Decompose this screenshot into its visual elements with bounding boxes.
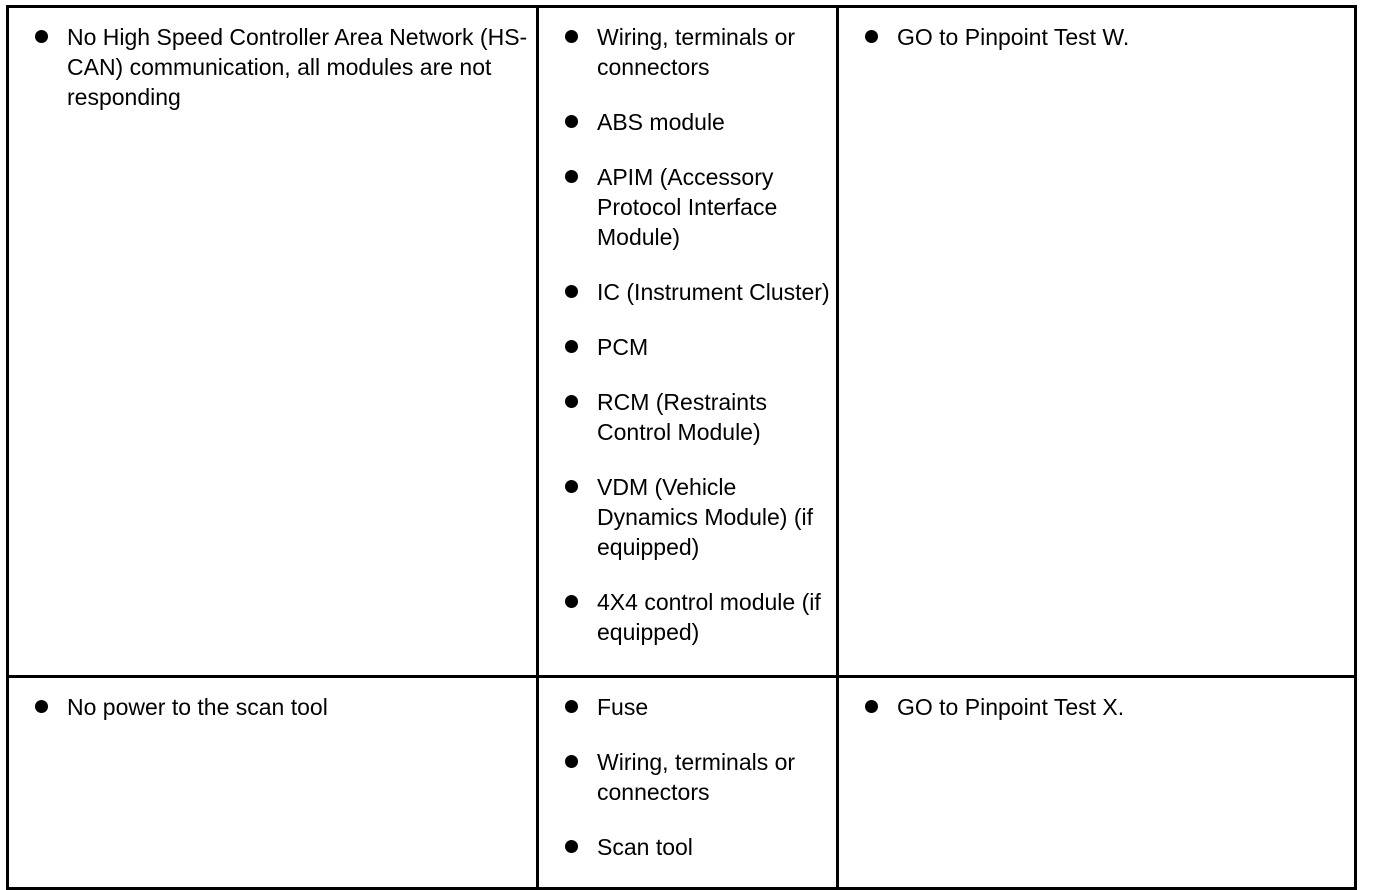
bullet-icon [565,285,578,298]
sources-list [539,8,836,647]
source-text: Scan tool [597,834,693,860]
table-row [8,7,1356,677]
bullet-icon [565,30,578,43]
action-cell [838,677,1356,889]
possible-sources-cell [538,677,838,889]
list-item [539,587,836,647]
source-text: 4X4 control module (if equipped) [597,589,821,645]
source-text: IC (Instrument Cluster) [597,279,830,305]
bullet-icon [35,700,48,713]
source-text: APIM (Accessory Protocol Interface Module) [597,164,778,250]
list-item [539,162,836,252]
bullet-icon [565,755,578,768]
list-item [539,107,836,137]
list-item [9,692,536,722]
list-item [539,472,836,562]
list-item [9,22,536,112]
action-list [839,678,1354,722]
bullet-icon [565,595,578,608]
source-text: VDM (Vehicle Dynamics Module) (if equipped) [597,474,813,560]
bullet-icon [565,395,578,408]
bullet-icon [565,115,578,128]
bullet-icon [865,30,878,43]
action-cell [838,7,1356,677]
table-row [8,677,1356,889]
source-text: PCM [597,334,649,360]
bullet-icon [865,700,878,713]
bullet-icon [565,840,578,853]
condition-text: No power to the scan tool [67,694,328,720]
list-item [539,692,836,722]
bullet-icon [565,170,578,183]
source-text: ABS module [597,109,725,135]
bullet-icon [565,340,578,353]
action-list [839,8,1354,52]
list-item [539,747,836,807]
bullet-icon [565,480,578,493]
possible-sources-cell [538,7,838,677]
source-text: Wiring, terminals or connectors [597,24,796,80]
list-item [539,832,836,862]
bullet-icon [565,700,578,713]
source-text: Fuse [597,694,649,720]
condition-cell [8,677,538,889]
list-item [539,22,836,82]
condition-cell [8,7,538,677]
condition-text: No High Speed Controller Area Network (HS-CAN) communication, all modules are not responding [67,24,528,110]
list-item [539,387,836,447]
condition-list [9,678,536,722]
list-item [839,22,1354,52]
source-text: RCM (Restraints Control Module) [597,389,767,445]
action-text: GO to Pinpoint Test X. [897,694,1125,720]
source-text: Wiring, terminals or connectors [597,749,796,805]
list-item [539,332,836,362]
list-item [539,277,836,307]
symptom-chart-table [6,5,1357,890]
action-text: GO to Pinpoint Test W. [897,24,1130,50]
sources-list [539,678,836,862]
bullet-icon [35,30,48,43]
condition-list [9,8,536,112]
list-item [839,692,1354,722]
